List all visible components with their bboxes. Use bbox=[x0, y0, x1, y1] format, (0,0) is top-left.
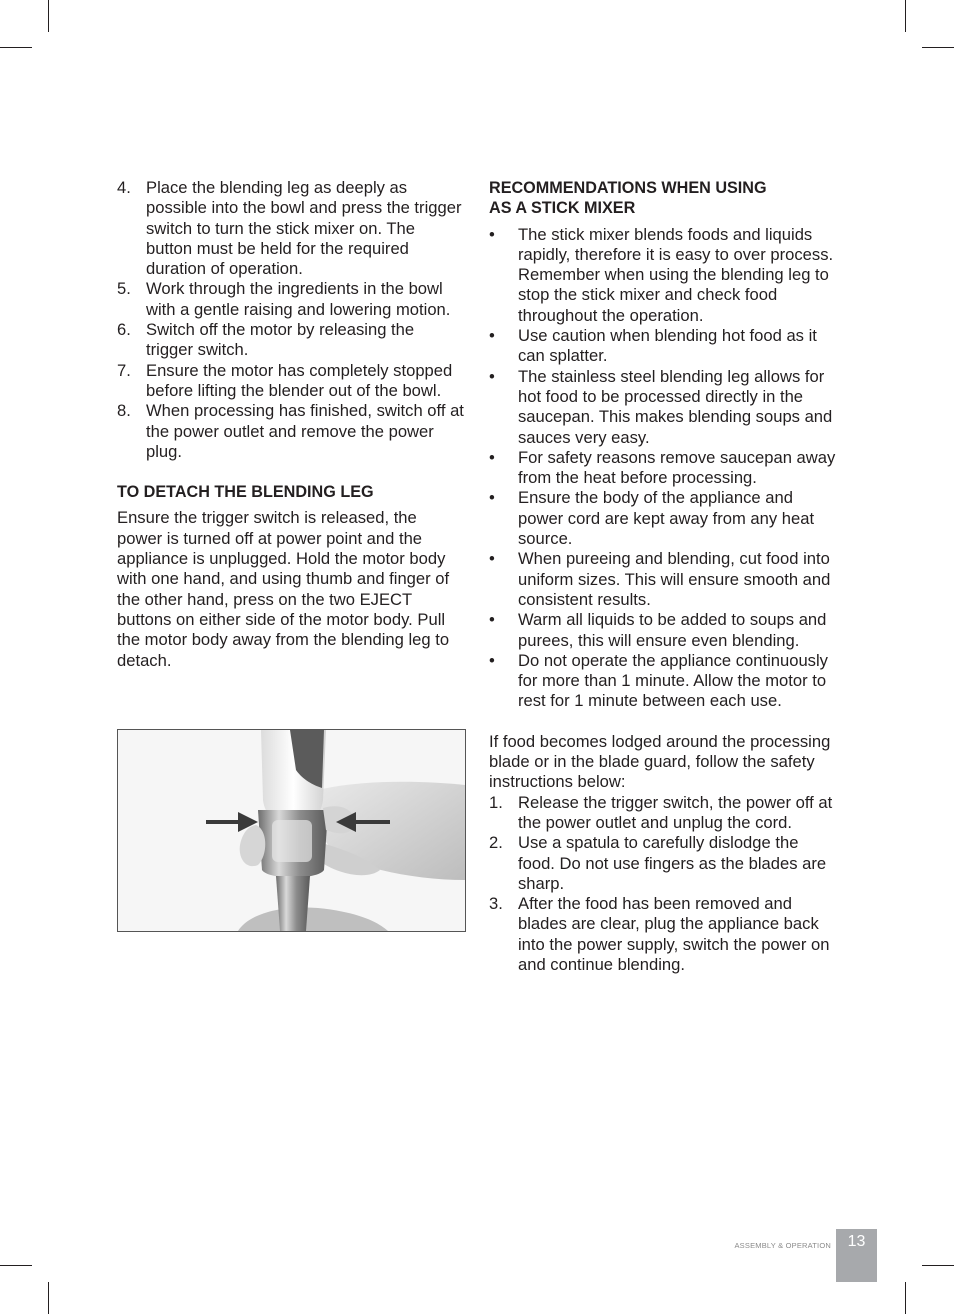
list-item: • The stainless steel blending leg allows for hot food to be processed directly in the saucepan. This makes blending soups and sauces very easy. bbox=[489, 366, 833, 447]
section-footer-label: ASSEMBLY & OPERATION bbox=[734, 1241, 831, 1250]
detach-heading: TO DETACH THE BLENDING LEG bbox=[117, 483, 374, 502]
left-column bbox=[117, 178, 465, 671]
crop-mark bbox=[905, 0, 906, 32]
crop-mark bbox=[48, 0, 49, 32]
crop-mark bbox=[0, 47, 32, 48]
list-item: 1. Release the trigger switch, the power off at the power outlet and unplug the cord. bbox=[489, 792, 833, 832]
crop-mark bbox=[922, 47, 954, 48]
crop-mark bbox=[48, 1282, 49, 1314]
list-item: • Ensure the body of the appliance and power cord are kept away from any heat source. bbox=[489, 488, 815, 549]
page-number: 13 bbox=[836, 1229, 877, 1282]
list-item: 8. When processing has finished, switch off at the power outlet and remove the power plug. bbox=[117, 401, 464, 461]
list-item: • Warm all liquids to be added to soups and purees, this will ensure even blending. bbox=[489, 610, 827, 650]
list-item: 7. Ensure the motor has completely stopped before lifting the blender out of the bowl. bbox=[117, 360, 453, 400]
lodged-food-steps bbox=[489, 793, 839, 976]
list-item: 3. After the food has been removed and blades are clear, plug the appliance back into the power supply, switch the power on and continue blending. bbox=[489, 894, 830, 974]
list-item: • When pureeing and blending, cut food into uniform sizes. This will ensure smooth and consistent results. bbox=[489, 549, 831, 609]
recommendations-heading: RECOMMENDATIONS WHEN USING AS A STICK MIXER bbox=[489, 179, 767, 218]
crop-mark bbox=[905, 1282, 906, 1314]
detach-paragraph: Ensure the trigger switch is released, the power is turned off at power point and the appliance is unplugged. Hold the motor body with one hand, and using thumb and finger of the other hand, press on the two EJECT buttons on either side of the motor body. Pull the motor body away from the blending leg to detach. bbox=[117, 508, 450, 670]
detach-illustration bbox=[117, 729, 466, 932]
list-item: 6. Switch off the motor by releasing the trigger switch. bbox=[117, 320, 415, 360]
right-column bbox=[489, 178, 839, 975]
list-item: • For safety reasons remove saucepan away from the heat before processing. bbox=[489, 447, 836, 488]
operation-steps bbox=[117, 178, 465, 462]
list-item: 4. Place the blending leg as deeply as possible into the bowl and press the trigger switch to turn the stick mixer on. The button must be held for the required duration of operation. bbox=[117, 178, 462, 279]
spacer bbox=[117, 462, 465, 482]
crop-mark bbox=[0, 1265, 32, 1266]
list-item: • Do not operate the appliance continuously for more than 1 minute. Allow the motor to rest for 1 minute between each use. bbox=[489, 650, 828, 711]
list-item: • Use caution when blending hot food as it can splatter. bbox=[489, 326, 817, 366]
crop-mark bbox=[922, 1265, 954, 1266]
recommendations-list bbox=[489, 225, 839, 712]
list-item: • The stick mixer blends foods and liquids rapidly, therefore it is easy to over process. Remember when using the blending leg to stop the stick mixer and check food throughout the operation. bbox=[489, 224, 834, 325]
list-item: 5. Work through the ingredients in the bowl with a gentle raising and lowering motion. bbox=[117, 279, 451, 319]
photo-hands-ejecting-blending-leg bbox=[118, 730, 465, 931]
spacer bbox=[489, 712, 839, 732]
list-item: 2. Use a spatula to carefully dislodge the food. Do not use fingers as the blades are sharp. bbox=[489, 833, 827, 893]
lodged-food-intro: If food becomes lodged around the processing blade or in the blade guard, follow the safety instructions below: bbox=[489, 731, 831, 792]
